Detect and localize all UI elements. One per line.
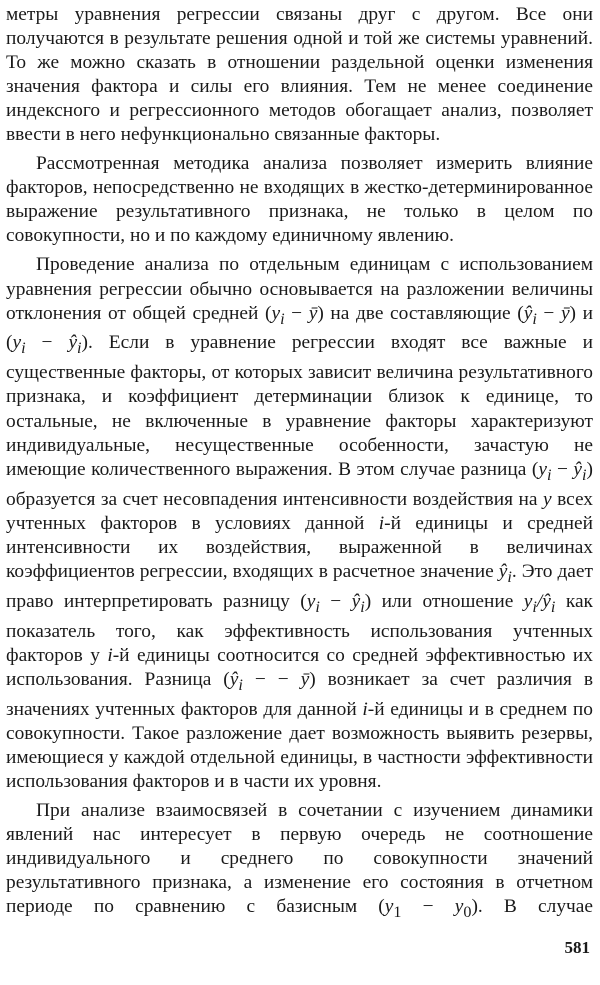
page-number: 581 [564,938,590,957]
paragraph-1: метры уравнения регрессии связаны друг с другом. Все они получаются в результате решения одной и той же системы уравнений. То же можно сказать в отношении раздельной оценки изменения значения фактора и силы его влияния. Тем не менее соединение индексного и регрессионного методов обогащает анализ, позволяет ввести в него нефункционально связанные факторы. [6,4,593,146]
paragraph-2: Рассмотренная методика анализа позволяет измерить влияние факторов, непосредственно не входящих в жестко-детерминированное выражение результативного признака, не только в целом по совокупности, но и по каждому единичному явлению. [6,153,593,247]
body-text [6,3,593,925]
paragraph-4: При анализе взаимосвязей в сочетании с изучением динамики явлений нас интересует в первую очередь не соотношение индивидуального и среднего по совокупности значений результативного признака, а изменение его состояния в отчетном периоде по сравнению с базисным $(y_1 - y_0)$. В случае [6,799,593,921]
paragraph-3: Проведение анализа по отдельным единицам с использованием уравнения регрессии обычно основывается на разложении величины отклонения от общей средней ($y_i$ − ȳ) на две составляющие ($ŷ_i$ − ȳ) и ($y_i$ − $ŷ_i$). Если в уравнение регрессии входят все важные и существенные факторы, от которых зависит величина результативного признака, и коэффициент детерминации близок к единице, то остальные, не включенные в уравнение факторы характеризуют индивидуальные, несущественные особенности, зачастую не имеющие количественного выражения. В этом случае разница ($y_i$ − $ŷ_i$) образуется за счет несовпадения интенсивности воздействия на y всех учтенных факторов в условиях данной i-й единицы и средней интенсивности их воздействия, выраженной в величинах коэффициентов регрессии, входящих в расчетное значение $ŷ_i$. Это дает право интерпретировать разницу ($y_i$ − $ŷ_i$) или отношение $y_i/ŷ_i$ как показатель того, как эффективность использования учтенных факторов у i-й единицы соотносится со средней эффективностью их использования. Разница ($ŷ_i$ − − ȳ) возникает за счет различия в значениях учтенных факторов для данной i-й единицы и в среднем по совокупности. Такое разложение дает возможность выявить резервы, имеющиеся у каждой отдельной единицы, в частности эффективности использования факторов и в части их уровня. [6,254,593,792]
